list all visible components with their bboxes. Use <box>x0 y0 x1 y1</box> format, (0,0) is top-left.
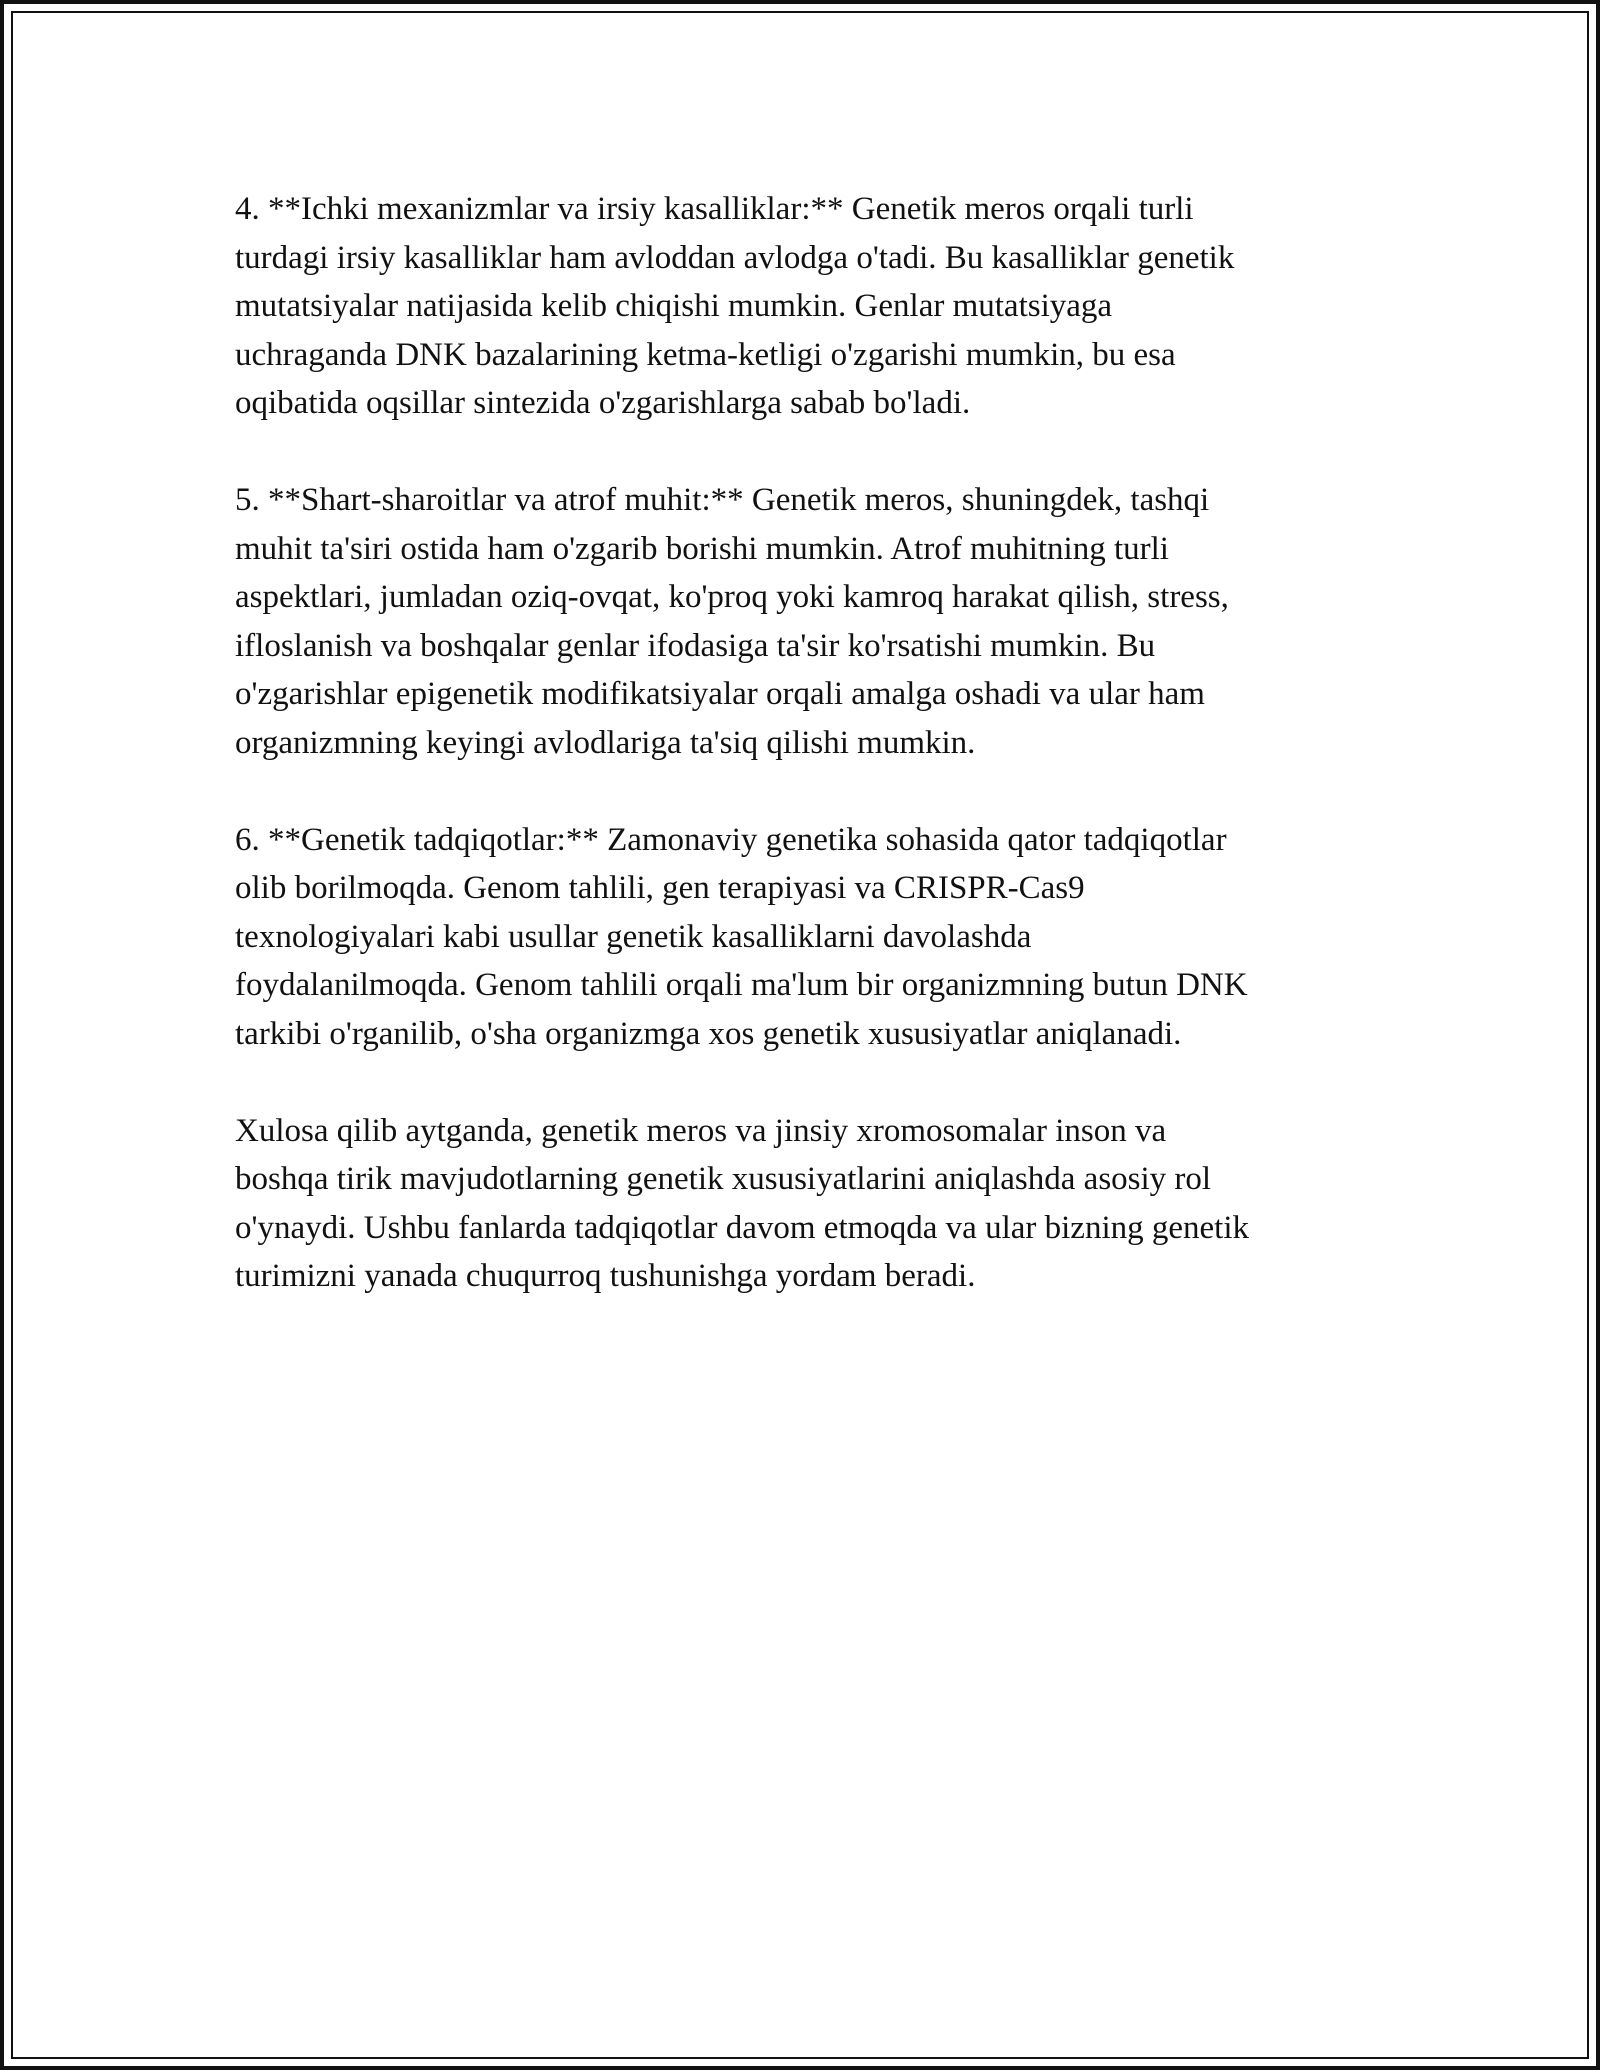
document-body <box>235 185 1375 1349</box>
paragraph-genetic-research: 6. **Genetik tadqiqotlar:** Zamonaviy genetika sohasida qator tadqiqotlar olib borilmoqda. Genom tahlili, gen terapiyasi va CRISPR-Cas9 texnologiyalari kabi usullar genetik kasalliklarni davolashda foydalanilmoqda. Genom tahlili orqali ma'lum bir organizmning butun DNK tarkibi o'rganilib, o'sha organizmga xos genetik xususiyatlar aniqlanadi. <box>235 821 1248 1052</box>
paragraph-environment: 5. **Shart-sharoitlar va atrof muhit:** Genetik meros, shuningdek, tashqi muhit ta'siri ostida ham o'zgarib borishi mumkin. Atrof muhitning turli aspektlari, jumladan oziq-ovqat, ko'proq yoki kamroq harakat qilish, stress, ifloslanish va boshqalar genlar ifodasiga ta'sir ko'rsatishi mumkin. Bu o'zgarishlar epigenetik modifikatsiyalar orqali amalga oshadi va ular ham organizmning keyingi avlodlariga ta'siq qilishi mumkin. <box>235 482 1229 761</box>
paragraph-conclusion: Xulosa qilib aytganda, genetik meros va jinsiy xromosomalar inson va boshqa tirik mavjudotlarning genetik xususiyatlarini aniqlashda asosiy rol o'ynaydi. Ushbu fanlarda tadqiqotlar davom etmoqda va ular bizning genetik turimizni yanada chuqurroq tushunishga yordam beradi. <box>235 1112 1249 1294</box>
paragraph-inherited-diseases: 4. **Ichki mexanizmlar va irsiy kasalliklar:** Genetik meros orqali turli turdagi irsiy kasalliklar ham avloddan avlodga o'tadi. Bu kasalliklar genetik mutatsiyalar natijasida kelib chiqishi mumkin. Genlar mutatsiyaga uchraganda DNK bazalarining ketma-ketligi o'zgarishi mumkin, bu esa oqibatida oqsillar sintezida o'zgarishlarga sabab bo'ladi. <box>235 191 1235 421</box>
